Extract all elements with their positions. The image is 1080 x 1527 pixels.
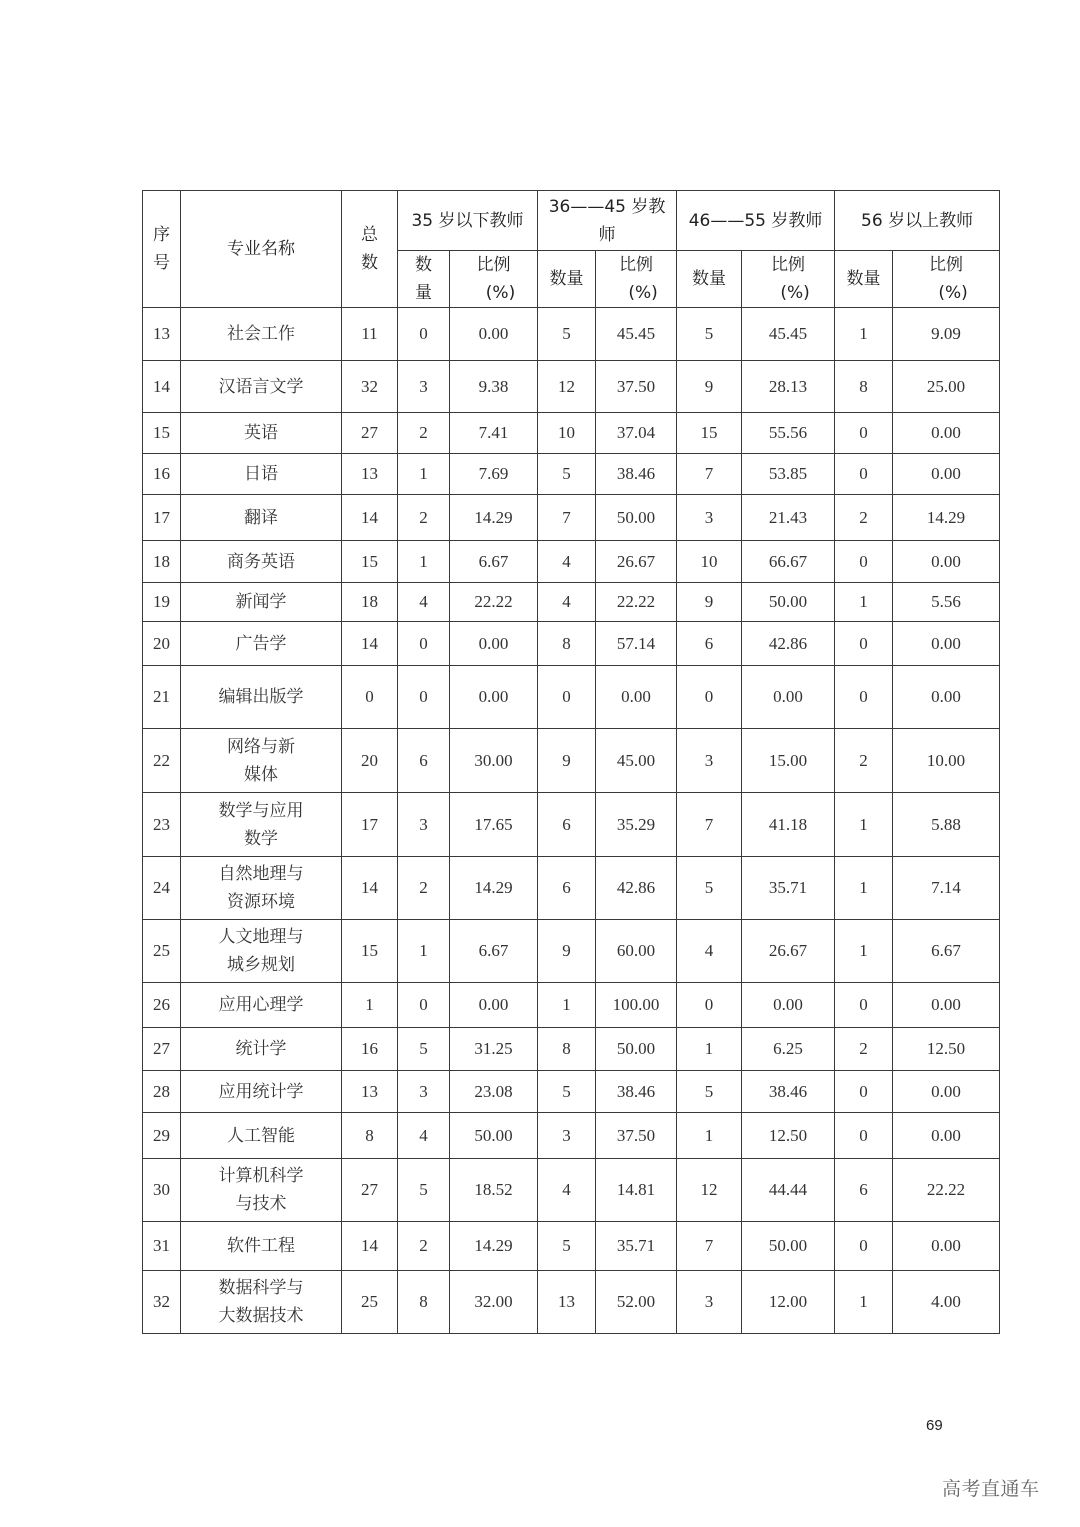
- table-row: [143, 666, 1000, 729]
- cell-ratio-under-35: 50.00: [450, 1113, 538, 1159]
- cell-count-36-45: 7: [538, 495, 596, 541]
- major-name-line: 媒体: [244, 764, 278, 785]
- header-total: [342, 191, 398, 308]
- cell-total: 11: [342, 308, 398, 361]
- cell-ratio-36-45: 37.50: [596, 1113, 677, 1159]
- table-row: [143, 729, 1000, 793]
- major-name-line: 日语: [244, 464, 278, 484]
- cell-count-46-55: 15: [677, 413, 742, 454]
- header-major: 专业名称: [181, 191, 342, 308]
- cell-count-under-35: 6: [398, 729, 450, 793]
- table-row: [143, 1271, 1000, 1334]
- cell-ratio-under-35: 22.22: [450, 583, 538, 622]
- cell-ratio-over-56: 5.88: [893, 793, 1000, 857]
- cell-count-over-56: 1: [835, 308, 893, 361]
- cell-count-over-56: 2: [835, 729, 893, 793]
- cell-ratio-46-55: 41.18: [742, 793, 835, 857]
- cell-ratio-46-55: 44.44: [742, 1159, 835, 1222]
- cell-ratio-46-55: 21.43: [742, 495, 835, 541]
- cell-ratio-46-55: 42.86: [742, 622, 835, 666]
- cell-count-under-35: 3: [398, 793, 450, 857]
- table-row: [143, 583, 1000, 622]
- cell-ratio-over-56: 12.50: [893, 1028, 1000, 1071]
- cell-major-name: [181, 729, 342, 793]
- cell-index: 15: [143, 413, 181, 454]
- cell-total: 27: [342, 413, 398, 454]
- cell-count-46-55: 7: [677, 454, 742, 495]
- major-name-line: 人文地理与: [218, 927, 304, 947]
- cell-ratio-over-56: 0.00: [893, 1222, 1000, 1271]
- header-group-36-45: 36——45 岁教师: [538, 191, 677, 251]
- table-row: [143, 1222, 1000, 1271]
- cell-ratio-36-45: 37.04: [596, 413, 677, 454]
- cell-count-46-55: 9: [677, 583, 742, 622]
- cell-count-over-56: 0: [835, 666, 893, 729]
- cell-ratio-36-45: 52.00: [596, 1271, 677, 1334]
- cell-count-under-35: 5: [398, 1028, 450, 1071]
- cell-major-name: [181, 361, 342, 413]
- header-group-over-56: 56 岁以上教师: [835, 191, 1000, 251]
- header-ratio-unit: (%): [485, 283, 516, 303]
- cell-ratio-under-35: 18.52: [450, 1159, 538, 1222]
- cell-index: 18: [143, 541, 181, 583]
- cell-ratio-46-55: 0.00: [742, 666, 835, 729]
- cell-count-36-45: 5: [538, 1222, 596, 1271]
- header-ratio-4: [893, 251, 1000, 308]
- cell-count-over-56: 0: [835, 983, 893, 1028]
- cell-total: 16: [342, 1028, 398, 1071]
- header-total-label: 总数: [361, 225, 378, 273]
- cell-total: 17: [342, 793, 398, 857]
- major-name-line: 商务英语: [227, 551, 295, 572]
- cell-count-over-56: 0: [835, 413, 893, 454]
- cell-ratio-36-45: 100.00: [596, 983, 677, 1028]
- header-ratio-3: [742, 251, 835, 308]
- cell-count-under-35: 2: [398, 857, 450, 920]
- cell-count-46-55: 4: [677, 920, 742, 983]
- cell-ratio-36-45: 57.14: [596, 622, 677, 666]
- cell-ratio-46-55: 35.71: [742, 857, 835, 920]
- cell-count-over-56: 1: [835, 793, 893, 857]
- major-name-line: 与技术: [235, 1194, 287, 1214]
- cell-count-46-55: 5: [677, 1071, 742, 1113]
- cell-index: 27: [143, 1028, 181, 1071]
- cell-count-36-45: 8: [538, 622, 596, 666]
- cell-total: 13: [342, 454, 398, 495]
- cell-count-under-35: 0: [398, 666, 450, 729]
- cell-ratio-36-45: 0.00: [596, 666, 677, 729]
- cell-index: 26: [143, 983, 181, 1028]
- cell-major-name: [181, 1113, 342, 1159]
- cell-ratio-under-35: 0.00: [450, 622, 538, 666]
- cell-ratio-under-35: 7.41: [450, 413, 538, 454]
- cell-index: 30: [143, 1159, 181, 1222]
- cell-count-46-55: 1: [677, 1113, 742, 1159]
- cell-count-36-45: 5: [538, 1071, 596, 1113]
- cell-count-under-35: 0: [398, 622, 450, 666]
- cell-total: 18: [342, 583, 398, 622]
- cell-major-name: [181, 454, 342, 495]
- cell-total: 15: [342, 541, 398, 583]
- table-row: [143, 622, 1000, 666]
- cell-count-over-56: 0: [835, 1113, 893, 1159]
- cell-ratio-46-55: 50.00: [742, 1222, 835, 1271]
- cell-ratio-46-55: 55.56: [742, 413, 835, 454]
- cell-ratio-under-35: 30.00: [450, 729, 538, 793]
- cell-ratio-under-35: 0.00: [450, 308, 538, 361]
- major-name-line: 翻译: [244, 507, 278, 528]
- major-name-line: 数学与应用: [218, 800, 304, 821]
- cell-index: 22: [143, 729, 181, 793]
- major-name-line: 资源环境: [227, 892, 295, 912]
- cell-count-46-55: 12: [677, 1159, 742, 1222]
- cell-count-over-56: 0: [835, 622, 893, 666]
- cell-ratio-46-55: 12.00: [742, 1271, 835, 1334]
- cell-count-over-56: 1: [835, 583, 893, 622]
- cell-ratio-36-45: 50.00: [596, 1028, 677, 1071]
- header-ratio-1: [450, 251, 538, 308]
- major-name-line: 城乡规划: [227, 955, 295, 975]
- cell-ratio-36-45: 14.81: [596, 1159, 677, 1222]
- cell-count-46-55: 5: [677, 308, 742, 361]
- table-row: [143, 793, 1000, 857]
- cell-major-name: [181, 1071, 342, 1113]
- table-row: [143, 1071, 1000, 1113]
- header-count-1: [398, 251, 450, 308]
- cell-ratio-under-35: 9.38: [450, 361, 538, 413]
- cell-major-name: [181, 413, 342, 454]
- cell-count-over-56: 1: [835, 920, 893, 983]
- cell-ratio-36-45: 26.67: [596, 541, 677, 583]
- cell-ratio-36-45: 42.86: [596, 857, 677, 920]
- major-name-line: 大数据技术: [218, 1306, 304, 1326]
- header-ratio-label: 比例: [619, 255, 654, 275]
- cell-total: 14: [342, 857, 398, 920]
- cell-count-36-45: 3: [538, 1113, 596, 1159]
- cell-count-under-35: 0: [398, 308, 450, 361]
- cell-count-under-35: 1: [398, 454, 450, 495]
- cell-total: 14: [342, 1222, 398, 1271]
- cell-ratio-46-55: 66.67: [742, 541, 835, 583]
- major-name-line: 社会工作: [227, 324, 295, 344]
- table-body: [143, 308, 1000, 1334]
- page-number: 69: [926, 1417, 943, 1434]
- cell-count-over-56: 8: [835, 361, 893, 413]
- cell-major-name: [181, 308, 342, 361]
- table-row: [143, 857, 1000, 920]
- cell-ratio-over-56: 0.00: [893, 454, 1000, 495]
- cell-count-over-56: 2: [835, 495, 893, 541]
- cell-ratio-36-45: 35.29: [596, 793, 677, 857]
- cell-count-under-35: 3: [398, 361, 450, 413]
- cell-major-name: [181, 857, 342, 920]
- cell-total: 15: [342, 920, 398, 983]
- cell-total: 14: [342, 495, 398, 541]
- cell-total: 20: [342, 729, 398, 793]
- cell-count-46-55: 7: [677, 793, 742, 857]
- table-row: [143, 920, 1000, 983]
- cell-count-46-55: 7: [677, 1222, 742, 1271]
- cell-count-over-56: 2: [835, 1028, 893, 1071]
- cell-ratio-over-56: 0.00: [893, 541, 1000, 583]
- cell-index: 13: [143, 308, 181, 361]
- table-row: [143, 1159, 1000, 1222]
- cell-ratio-under-35: 0.00: [450, 983, 538, 1028]
- cell-total: 32: [342, 361, 398, 413]
- cell-major-name: [181, 983, 342, 1028]
- cell-index: 14: [143, 361, 181, 413]
- cell-count-36-45: 5: [538, 454, 596, 495]
- cell-ratio-46-55: 50.00: [742, 583, 835, 622]
- cell-count-under-35: 2: [398, 1222, 450, 1271]
- cell-total: 13: [342, 1071, 398, 1113]
- cell-ratio-46-55: 12.50: [742, 1113, 835, 1159]
- cell-ratio-over-56: 0.00: [893, 1113, 1000, 1159]
- header-row-groups: [143, 191, 1000, 251]
- header-ratio-label: 比例: [771, 255, 806, 275]
- cell-ratio-under-35: 23.08: [450, 1071, 538, 1113]
- cell-index: 20: [143, 622, 181, 666]
- header-index: [143, 191, 181, 308]
- cell-count-36-45: 9: [538, 729, 596, 793]
- cell-ratio-36-45: 38.46: [596, 454, 677, 495]
- cell-ratio-under-35: 17.65: [450, 793, 538, 857]
- cell-ratio-46-55: 38.46: [742, 1071, 835, 1113]
- cell-count-under-35: 3: [398, 1071, 450, 1113]
- cell-major-name: [181, 541, 342, 583]
- cell-ratio-over-56: 6.67: [893, 920, 1000, 983]
- cell-ratio-over-56: 7.14: [893, 857, 1000, 920]
- cell-ratio-over-56: 22.22: [893, 1159, 1000, 1222]
- cell-count-under-35: 2: [398, 413, 450, 454]
- cell-count-under-35: 2: [398, 495, 450, 541]
- cell-ratio-under-35: 14.29: [450, 1222, 538, 1271]
- cell-index: 24: [143, 857, 181, 920]
- major-name-line: 网络与新: [227, 736, 295, 757]
- cell-ratio-over-56: 0.00: [893, 666, 1000, 729]
- cell-ratio-36-45: 45.00: [596, 729, 677, 793]
- cell-count-36-45: 10: [538, 413, 596, 454]
- cell-ratio-over-56: 0.00: [893, 983, 1000, 1028]
- cell-ratio-46-55: 26.67: [742, 920, 835, 983]
- cell-major-name: [181, 495, 342, 541]
- cell-count-46-55: 0: [677, 666, 742, 729]
- cell-count-under-35: 5: [398, 1159, 450, 1222]
- table-row: [143, 308, 1000, 361]
- cell-count-36-45: 6: [538, 857, 596, 920]
- cell-ratio-under-35: 6.67: [450, 541, 538, 583]
- cell-ratio-36-45: 60.00: [596, 920, 677, 983]
- cell-index: 17: [143, 495, 181, 541]
- cell-ratio-36-45: 45.45: [596, 308, 677, 361]
- header-ratio-unit: (%): [628, 283, 658, 303]
- cell-index: 31: [143, 1222, 181, 1271]
- header-count-3: 数量: [677, 251, 742, 308]
- cell-major-name: [181, 1271, 342, 1334]
- cell-major-name: [181, 583, 342, 622]
- table-row: [143, 413, 1000, 454]
- major-name-line: 计算机科学: [218, 1166, 304, 1186]
- cell-ratio-over-56: 10.00: [893, 729, 1000, 793]
- cell-count-46-55: 3: [677, 1271, 742, 1334]
- cell-total: 8: [342, 1113, 398, 1159]
- cell-ratio-over-56: 4.00: [893, 1271, 1000, 1334]
- major-name-line: 数据科学与: [218, 1278, 304, 1298]
- cell-ratio-under-35: 32.00: [450, 1271, 538, 1334]
- teacher-age-distribution-table: [142, 190, 1000, 1334]
- cell-ratio-36-45: 35.71: [596, 1222, 677, 1271]
- cell-count-36-45: 8: [538, 1028, 596, 1071]
- cell-total: 0: [342, 666, 398, 729]
- cell-major-name: [181, 920, 342, 983]
- cell-ratio-over-56: 0.00: [893, 413, 1000, 454]
- cell-index: 32: [143, 1271, 181, 1334]
- cell-count-under-35: 1: [398, 541, 450, 583]
- major-name-line: 新闻学: [235, 592, 287, 612]
- header-count-2: 数量: [538, 251, 596, 308]
- cell-count-36-45: 9: [538, 920, 596, 983]
- cell-count-over-56: 1: [835, 1271, 893, 1334]
- cell-count-under-35: 1: [398, 920, 450, 983]
- header-index-label: 序号: [153, 225, 170, 273]
- major-name-line: 数学: [244, 828, 278, 849]
- cell-ratio-under-35: 31.25: [450, 1028, 538, 1071]
- cell-ratio-under-35: 14.29: [450, 495, 538, 541]
- table-row: [143, 454, 1000, 495]
- cell-count-36-45: 13: [538, 1271, 596, 1334]
- cell-count-46-55: 3: [677, 495, 742, 541]
- major-name-line: 自然地理与: [218, 864, 304, 884]
- cell-major-name: [181, 1222, 342, 1271]
- major-name-line: 软件工程: [227, 1236, 295, 1256]
- table-row: [143, 1113, 1000, 1159]
- cell-count-under-35: 4: [398, 583, 450, 622]
- cell-count-46-55: 10: [677, 541, 742, 583]
- cell-count-36-45: 1: [538, 983, 596, 1028]
- cell-count-46-55: 9: [677, 361, 742, 413]
- table-row: [143, 983, 1000, 1028]
- cell-count-36-45: 4: [538, 1159, 596, 1222]
- header-group-under-35: 35 岁以下教师: [398, 191, 538, 251]
- cell-count-36-45: 12: [538, 361, 596, 413]
- cell-index: 29: [143, 1113, 181, 1159]
- cell-ratio-under-35: 0.00: [450, 666, 538, 729]
- major-name-line: 英语: [244, 423, 278, 443]
- cell-ratio-under-35: 14.29: [450, 857, 538, 920]
- cell-count-over-56: 0: [835, 454, 893, 495]
- table-row: [143, 361, 1000, 413]
- header-count-4: 数量: [835, 251, 893, 308]
- cell-ratio-46-55: 15.00: [742, 729, 835, 793]
- major-name-line: 应用统计学: [218, 1081, 304, 1102]
- cell-total: 1: [342, 983, 398, 1028]
- cell-index: 25: [143, 920, 181, 983]
- cell-ratio-36-45: 50.00: [596, 495, 677, 541]
- cell-ratio-under-35: 6.67: [450, 920, 538, 983]
- cell-index: 28: [143, 1071, 181, 1113]
- table-row: [143, 541, 1000, 583]
- cell-major-name: [181, 622, 342, 666]
- table-row: [143, 1028, 1000, 1071]
- cell-count-36-45: 5: [538, 308, 596, 361]
- cell-ratio-over-56: 25.00: [893, 361, 1000, 413]
- cell-major-name: [181, 1028, 342, 1071]
- cell-major-name: [181, 666, 342, 729]
- header-ratio-label: 比例: [929, 255, 964, 275]
- major-name-line: 汉语言文学: [218, 376, 304, 397]
- cell-major-name: [181, 793, 342, 857]
- cell-count-over-56: 0: [835, 1071, 893, 1113]
- cell-count-46-55: 5: [677, 857, 742, 920]
- header-ratio-unit: (%): [780, 283, 810, 303]
- cell-count-36-45: 0: [538, 666, 596, 729]
- cell-count-under-35: 4: [398, 1113, 450, 1159]
- cell-count-36-45: 6: [538, 793, 596, 857]
- cell-ratio-36-45: 37.50: [596, 361, 677, 413]
- cell-ratio-over-56: 5.56: [893, 583, 1000, 622]
- cell-ratio-46-55: 0.00: [742, 983, 835, 1028]
- cell-count-under-35: 8: [398, 1271, 450, 1334]
- cell-total: 27: [342, 1159, 398, 1222]
- cell-index: 23: [143, 793, 181, 857]
- major-name-line: 统计学: [235, 1039, 287, 1059]
- cell-ratio-46-55: 6.25: [742, 1028, 835, 1071]
- header-group-46-55: 46——55 岁教师: [677, 191, 835, 251]
- header-ratio-label: 比例: [476, 255, 511, 275]
- cell-count-over-56: 0: [835, 541, 893, 583]
- cell-count-36-45: 4: [538, 583, 596, 622]
- cell-total: 25: [342, 1271, 398, 1334]
- cell-count-46-55: 3: [677, 729, 742, 793]
- major-name-line: 编辑出版学: [218, 687, 304, 707]
- cell-ratio-over-56: 0.00: [893, 1071, 1000, 1113]
- table-row: [143, 495, 1000, 541]
- cell-count-under-35: 0: [398, 983, 450, 1028]
- cell-count-over-56: 0: [835, 1222, 893, 1271]
- cell-ratio-over-56: 14.29: [893, 495, 1000, 541]
- header-count-label: 数量: [415, 255, 432, 303]
- cell-index: 19: [143, 583, 181, 622]
- cell-ratio-under-35: 7.69: [450, 454, 538, 495]
- cell-major-name: [181, 1159, 342, 1222]
- cell-ratio-46-55: 53.85: [742, 454, 835, 495]
- cell-ratio-over-56: 0.00: [893, 622, 1000, 666]
- header-ratio-2: [596, 251, 677, 308]
- header-ratio-unit: (%): [938, 283, 968, 303]
- cell-index: 21: [143, 666, 181, 729]
- cell-ratio-over-56: 9.09: [893, 308, 1000, 361]
- major-name-line: 应用心理学: [218, 995, 304, 1015]
- cell-total: 14: [342, 622, 398, 666]
- cell-count-over-56: 6: [835, 1159, 893, 1222]
- cell-ratio-46-55: 28.13: [742, 361, 835, 413]
- cell-count-46-55: 6: [677, 622, 742, 666]
- cell-count-36-45: 4: [538, 541, 596, 583]
- cell-ratio-36-45: 22.22: [596, 583, 677, 622]
- cell-count-46-55: 1: [677, 1028, 742, 1071]
- cell-count-over-56: 1: [835, 857, 893, 920]
- major-name-line: 人工智能: [227, 1125, 295, 1146]
- cell-ratio-36-45: 38.46: [596, 1071, 677, 1113]
- major-name-line: 广告学: [235, 633, 287, 654]
- cell-index: 16: [143, 454, 181, 495]
- cell-ratio-46-55: 45.45: [742, 308, 835, 361]
- watermark: 高考直通车: [942, 1478, 1040, 1500]
- cell-count-46-55: 0: [677, 983, 742, 1028]
